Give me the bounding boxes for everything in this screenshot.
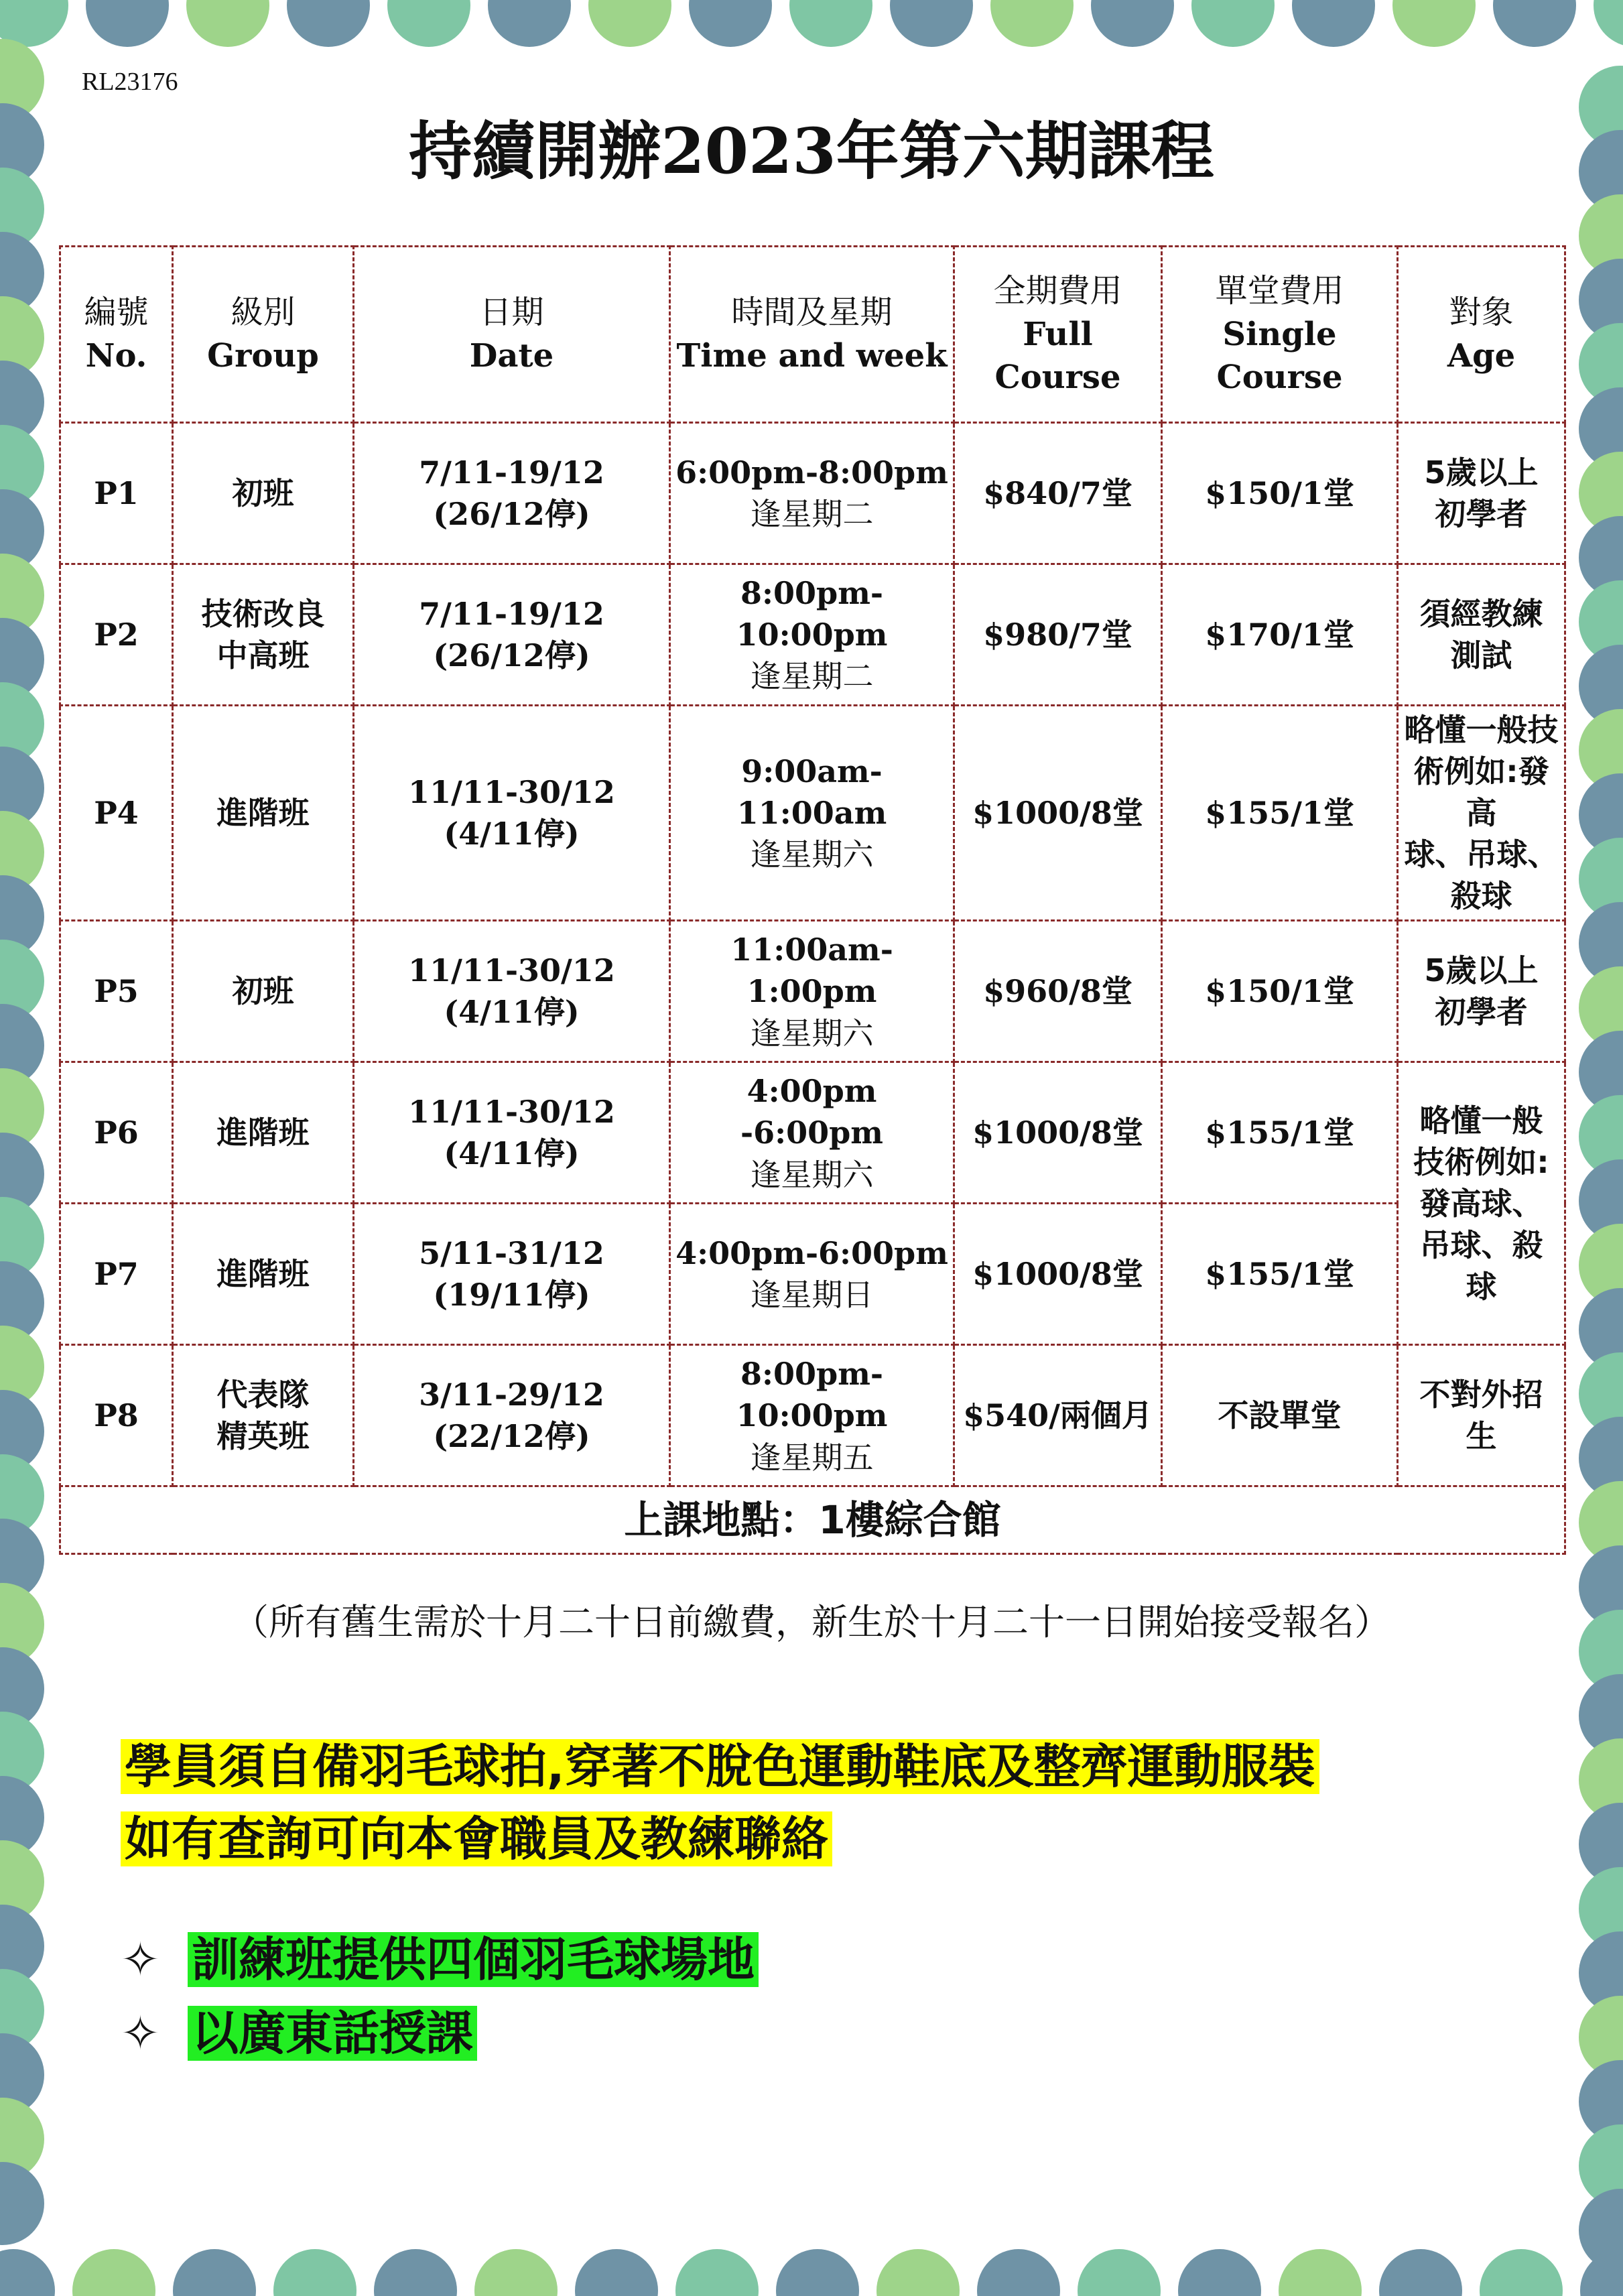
cell-no: P1 xyxy=(60,423,173,564)
table-row xyxy=(60,423,1565,564)
equipment-notice: 學員須自備羽毛球拍,穿著不脫色運動鞋底及整齊運動服裝 xyxy=(121,1729,1319,1797)
cell-age: 5歲以上 初學者 xyxy=(1398,423,1565,564)
table-row xyxy=(60,1062,1565,1204)
table-row xyxy=(60,1204,1565,1345)
border-dot xyxy=(173,2249,256,2296)
border-dot xyxy=(273,2249,356,2296)
border-dot xyxy=(1392,0,1476,47)
border-dot xyxy=(776,2249,859,2296)
contact-notice: 如有查詢可向本會職員及教練聯絡 xyxy=(121,1801,832,1869)
border-dot xyxy=(575,2249,658,2296)
table-row xyxy=(60,921,1565,1062)
bullet-item: ✧ 訓練班提供四個羽毛球場地 xyxy=(121,1922,759,1990)
cell-age: 略懂一般技 術例如:發高 球、吊球、 殺球 xyxy=(1398,706,1565,921)
cell-no: P6 xyxy=(60,1062,173,1204)
cell-date: 3/11-29/12 (22/12停) xyxy=(354,1345,670,1486)
cell-single-fee: $170/1堂 xyxy=(1162,564,1398,706)
cell-date: 7/11-19/12 (26/12停) xyxy=(354,564,670,706)
border-dot xyxy=(186,0,269,47)
header-date: 日期 Date xyxy=(354,247,670,423)
table-row xyxy=(60,706,1565,921)
cell-no: P5 xyxy=(60,921,173,1062)
cell-group: 進階班 xyxy=(173,1062,354,1204)
header-no: 編號 No. xyxy=(60,247,173,423)
border-dot xyxy=(1493,0,1576,47)
cell-date: 11/11-30/12 (4/11停) xyxy=(354,1062,670,1204)
cell-age: 不對外招 生 xyxy=(1398,1345,1565,1486)
border-dot xyxy=(890,0,973,47)
cell-group: 進階班 xyxy=(173,706,354,921)
header-full-course: 全期費用 Full Course xyxy=(954,247,1162,423)
course-schedule-table xyxy=(59,245,1566,1555)
cell-time: 9:00am-11:00am 逢星期六 xyxy=(670,706,954,921)
cell-single-fee: 不設單堂 xyxy=(1162,1345,1398,1486)
cell-age: 5歲以上 初學者 xyxy=(1398,921,1565,1062)
cell-single-fee: $155/1堂 xyxy=(1162,1204,1398,1345)
cell-time: 4:00pm -6:00pm 逢星期六 xyxy=(670,1062,954,1204)
cell-time: 11:00am-1:00pm 逢星期六 xyxy=(670,921,954,1062)
bullet-item: ✧ 以廣東話授課 xyxy=(121,1996,477,2063)
cell-time: 4:00pm-6:00pm 逢星期日 xyxy=(670,1204,954,1345)
table-header-row xyxy=(60,247,1565,423)
border-dot xyxy=(675,2249,759,2296)
border-dot xyxy=(689,0,772,47)
border-dot xyxy=(287,0,370,47)
cell-time: 8:00pm-10:00pm 逢星期五 xyxy=(670,1345,954,1486)
cell-date: 11/11-30/12 (4/11停) xyxy=(354,706,670,921)
cell-full-fee: $980/7堂 xyxy=(954,564,1162,706)
cell-full-fee: $1000/8堂 xyxy=(954,706,1162,921)
border-dot xyxy=(1292,0,1375,47)
border-dot xyxy=(374,2249,457,2296)
table-row xyxy=(60,564,1565,706)
cell-group: 進階班 xyxy=(173,1204,354,1345)
border-dot xyxy=(588,0,671,47)
four-pointed-star-icon: ✧ xyxy=(121,1932,160,1987)
border-dot xyxy=(1594,0,1623,47)
border-dot xyxy=(0,2249,55,2296)
border-dot xyxy=(977,2249,1060,2296)
cell-single-fee: $150/1堂 xyxy=(1162,423,1398,564)
border-dot xyxy=(1279,2249,1362,2296)
cell-full-fee: $1000/8堂 xyxy=(954,1204,1162,1345)
cell-no: P8 xyxy=(60,1345,173,1486)
cell-date: 7/11-19/12 (26/12停) xyxy=(354,423,670,564)
cell-single-fee: $155/1堂 xyxy=(1162,1062,1398,1204)
border-dot xyxy=(474,2249,558,2296)
cell-time: 8:00pm-10:00pm 逢星期二 xyxy=(670,564,954,706)
cell-date: 11/11-30/12 (4/11停) xyxy=(354,921,670,1062)
cell-age: 略懂一般 技術例如: 發高球、 吊球、殺 球 xyxy=(1398,1062,1565,1345)
cell-no: P7 xyxy=(60,1204,173,1345)
table-row xyxy=(60,1345,1565,1486)
border-dot xyxy=(1078,2249,1161,2296)
header-single-course: 單堂費用 Single Course xyxy=(1162,247,1398,423)
border-dot xyxy=(1480,2249,1563,2296)
cell-date: 5/11-31/12 (19/11停) xyxy=(354,1204,670,1345)
border-dot xyxy=(1091,0,1174,47)
border-dot xyxy=(990,0,1074,47)
cell-time: 6:00pm-8:00pm 逢星期二 xyxy=(670,423,954,564)
border-dot xyxy=(488,0,571,47)
border-dot xyxy=(72,2249,155,2296)
header-group: 級別 Group xyxy=(173,247,354,423)
four-pointed-star-icon: ✧ xyxy=(121,2006,160,2061)
cell-group: 代表隊 精英班 xyxy=(173,1345,354,1486)
location-row xyxy=(60,1486,1565,1554)
class-location: 上課地點：1樓綜合館 xyxy=(60,1486,1565,1554)
cell-no: P2 xyxy=(60,564,173,706)
header-time: 時間及星期 Time and week xyxy=(670,247,954,423)
border-dot xyxy=(0,2162,44,2245)
reference-code: RL23176 xyxy=(82,68,178,96)
border-dot xyxy=(1178,2249,1261,2296)
registration-notice: （所有舊生需於十月二十日前繳費，新生於十月二十一日開始接受報名） xyxy=(233,1601,1390,1643)
page-title: 持續開辦2023年第六期課程 xyxy=(409,115,1214,188)
cell-group: 技術改良 中高班 xyxy=(173,564,354,706)
cell-age: 須經教練 測試 xyxy=(1398,564,1565,706)
border-dot xyxy=(387,0,470,47)
cell-full-fee: $840/7堂 xyxy=(954,423,1162,564)
cell-full-fee: $540/兩個月 xyxy=(954,1345,1162,1486)
border-dot xyxy=(86,0,169,47)
border-dot xyxy=(1579,2189,1623,2272)
cell-full-fee: $1000/8堂 xyxy=(954,1062,1162,1204)
cell-single-fee: $150/1堂 xyxy=(1162,921,1398,1062)
border-dot xyxy=(1191,0,1275,47)
cell-single-fee: $155/1堂 xyxy=(1162,706,1398,921)
border-dot xyxy=(789,0,872,47)
cell-group: 初班 xyxy=(173,423,354,564)
border-dot xyxy=(877,2249,960,2296)
border-dot xyxy=(1379,2249,1462,2296)
cell-full-fee: $960/8堂 xyxy=(954,921,1162,1062)
cell-no: P4 xyxy=(60,706,173,921)
header-age: 對象 Age xyxy=(1398,247,1565,423)
cell-group: 初班 xyxy=(173,921,354,1062)
